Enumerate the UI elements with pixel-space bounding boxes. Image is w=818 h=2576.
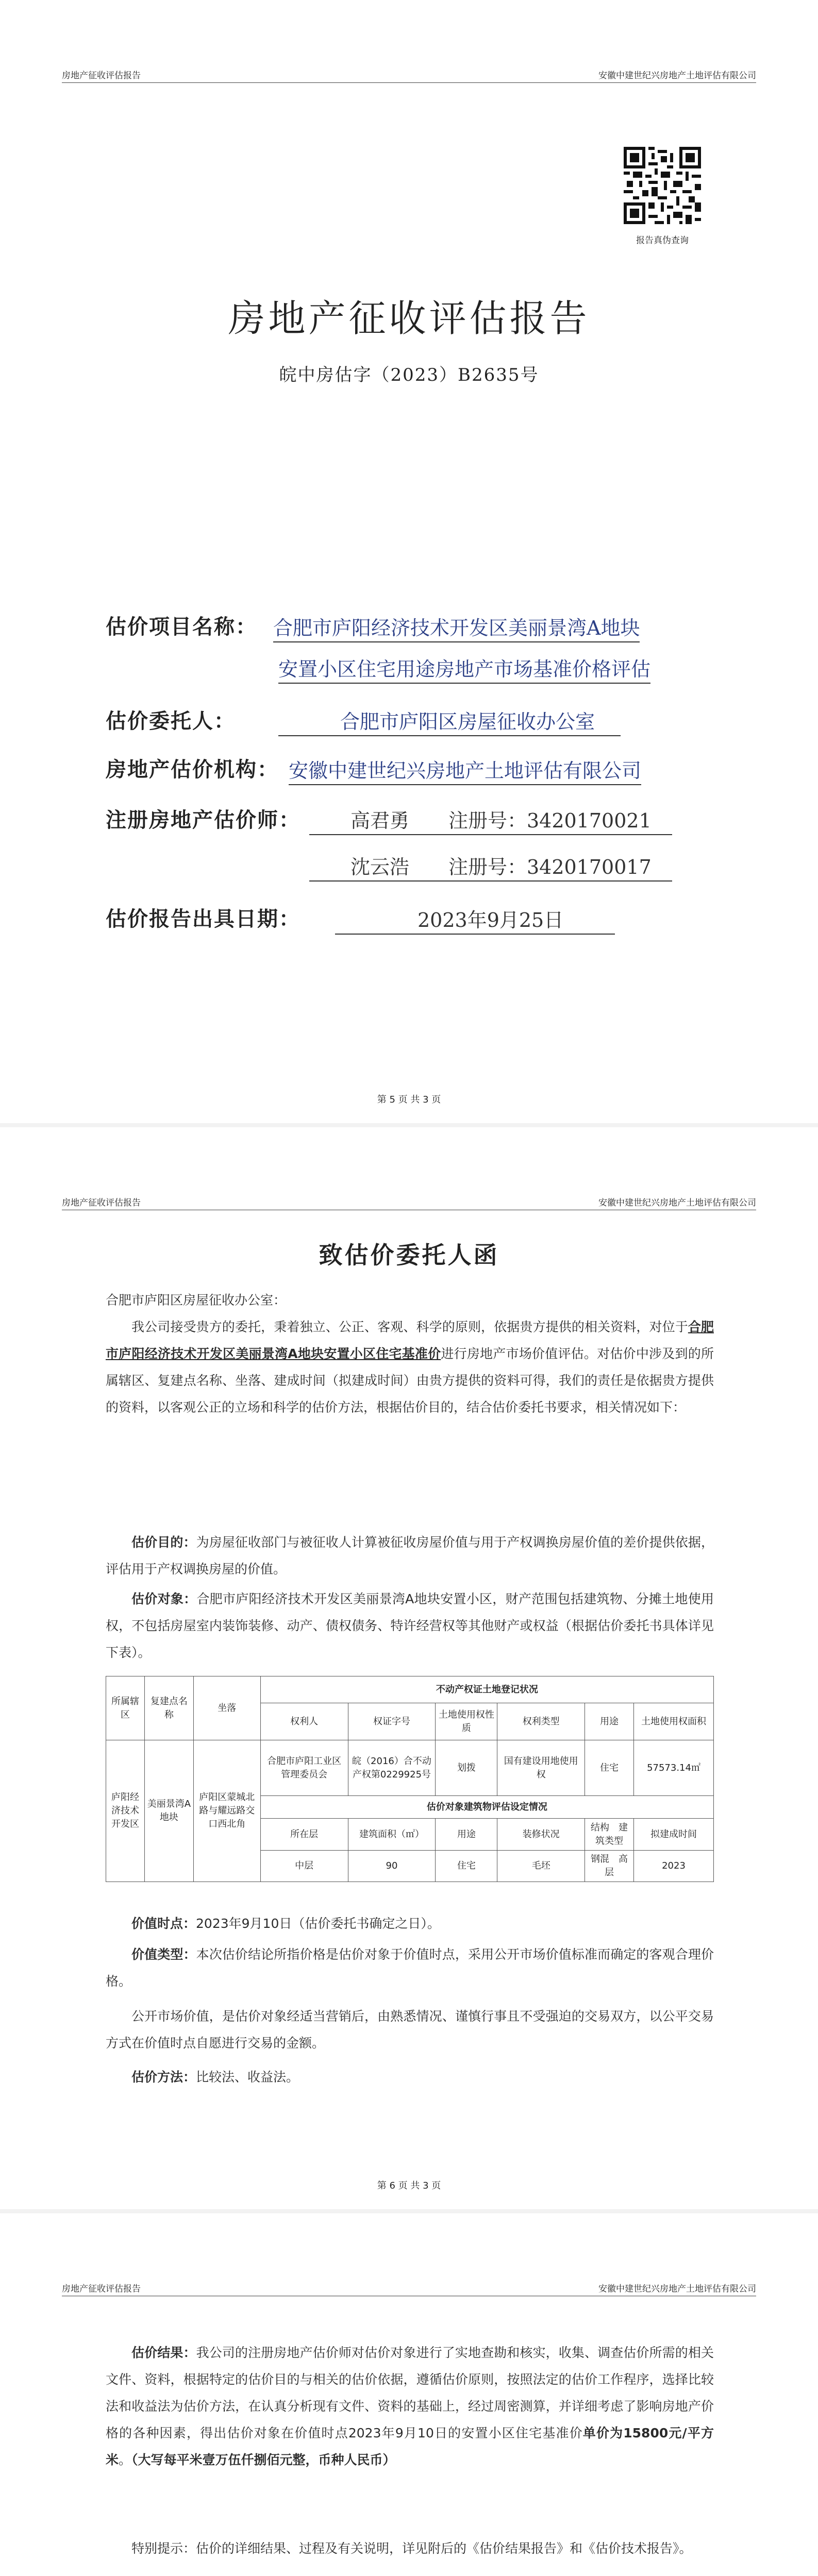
appraiser-label: 注册房地产估价师： (106, 808, 301, 832)
letter-page (0, 1127, 818, 2209)
appraiser-2: 沈云浩 注册号：3420170017 (309, 851, 672, 882)
value-date-text: 2023年9月10日（估价委托书确定之日）。 (196, 1916, 440, 1931)
td-district: 庐阳经济技术开发区 (106, 1740, 145, 1882)
value-date-paragraph (106, 1910, 714, 1937)
page-footer: 第 6 页 共 3 页 (377, 2180, 441, 2191)
th-bld-type-text: 建筑类型 (595, 1822, 628, 1846)
page-header (62, 2280, 756, 2296)
agency-label: 房地产估价机构： (106, 757, 279, 782)
td-struct-type (585, 1851, 634, 1882)
date-label: 估价报告出具日期： (106, 907, 301, 931)
project-name-line1: 合肥市庐阳经济技术开发区美丽景湾A地块 (273, 612, 640, 642)
th-bld-use: 用途 (436, 1819, 497, 1851)
value-type-label: 价值类型： (131, 1947, 196, 1962)
object-paragraph (106, 1586, 714, 1666)
th-land-title: 不动产权证土地登记状况 (260, 1676, 713, 1703)
th-holder: 权利人 (260, 1703, 348, 1740)
header-left: 房地产征收评估报告 (62, 71, 141, 81)
appraiser-1: 高君勇 注册号：3420170021 (309, 805, 672, 835)
th-year: 拟建成时间 (634, 1819, 714, 1851)
method-paragraph (106, 2064, 714, 2091)
th-cert: 权证字号 (348, 1703, 436, 1740)
client-label: 估价委托人： (106, 709, 236, 733)
th-decor-text: 装修状况 (522, 1828, 560, 1840)
th-district: 所属辖区 (106, 1676, 145, 1740)
result-price: 单价为15800元/平方米 (106, 2426, 714, 2467)
th-right-type: 权利类型 (497, 1703, 585, 1740)
market-value-paragraph: 公开市场价值，是估价对象经适当营销后，由熟悉情况、谨慎行事且不受强迫的交易双方，以公平交易方式在价值时点自愿进行交易的金额。 (106, 2009, 714, 2050)
result-label: 估价结果： (131, 2345, 196, 2360)
result-price-words: （大写每平米壹万伍仟捌佰元整，币种人民币） (131, 2452, 396, 2467)
header-left: 房地产征收评估报告 (62, 2284, 141, 2294)
report-date: 2023年9月25日 (335, 904, 615, 935)
td-location: 庐阳区蒙城北路与耀远路交口西北角 (193, 1740, 260, 1882)
client-name: 合肥市庐阳区房屋征收办公室 (278, 706, 621, 736)
td-right-type: 国有建设用地使用权 (497, 1740, 585, 1796)
th-floor: 所在层 (260, 1819, 348, 1851)
purpose-text: 为房屋征收部门与被征收人计算被征收房屋价值与用于产权调换房屋价值的差价提供依据，评估用于产权调换房屋的价值。 (106, 1535, 714, 1577)
th-use: 用途 (585, 1703, 634, 1740)
td-year: 2023 (634, 1851, 714, 1882)
page-header (62, 1194, 756, 1210)
intro-highlight: 合肥市庐阳经济技术开发区美丽景湾A地块安置小区住宅基准价 (106, 1319, 714, 1361)
result-text: 我公司的注册房地产估价师对估价对象进行了实地查勘和核实，收集、调查估价所需的相关文件、资料，根据特定的估价目的与相关的估价依据，遵循估价原则，按照法定的估价工作程序，选择比较法和收益法为估价方法，在认真分析现有文件、资料的基础上，经过周密测算，并详细考虑了影响房地产价格的各种因素，得出估价对象在价值时点2023年9月10日的安置小区住宅基准价 (106, 2345, 714, 2441)
td-decor: 毛坯 (497, 1851, 585, 1882)
td-site: 美丽景湾A地块 (144, 1740, 193, 1882)
intro-text-c: 进行房地产市场价值评估。对估价中涉及到的所属辖区、复建点名称、坐落、建成时间（拟建成时间）由贵方提供的资料可得，我们的责任是依据贵方提供的资料，以客观公正的立场和科学的估价方法，根据估价目的，结合估价委托书要求，相关情况如下： (106, 1346, 714, 1415)
project-label: 估价项目名称： (106, 615, 257, 639)
td-cert: 皖（2016）合不动产权第0229925号 (348, 1740, 436, 1796)
header-left: 房地产征收评估报告 (62, 1198, 141, 1208)
value-type-paragraph (106, 1941, 714, 1995)
result-page (0, 2213, 818, 2576)
value-date-label: 价值时点： (131, 1916, 196, 1931)
th-decor (497, 1819, 585, 1851)
th-struct-text: 结构 (591, 1822, 610, 1833)
td-bld-type-text: 高层 (605, 1854, 628, 1878)
td-use: 住宅 (585, 1740, 634, 1796)
object-label: 估价对象： (131, 1591, 197, 1606)
addressee: 合肥市庐阳区房屋征收办公室： (106, 1293, 287, 1308)
td-floor: 中层 (260, 1851, 348, 1882)
qr-code-icon[interactable] (624, 147, 701, 224)
th-struct-type (585, 1819, 634, 1851)
purpose-label: 估价目的： (131, 1535, 196, 1550)
td-bld-area: 90 (348, 1851, 436, 1882)
object-table (106, 1676, 714, 1882)
th-area: 土地使用权面积 (634, 1703, 714, 1740)
th-site: 复建点名称 (144, 1676, 193, 1740)
letter-title: 致估价委托人函 (319, 1241, 499, 1269)
method-label: 估价方法： (131, 2070, 196, 2084)
intro-paragraph (106, 1314, 714, 1421)
td-landuse-type: 划拨 (436, 1740, 497, 1796)
td-struct-text: 钢混 (591, 1854, 610, 1865)
intro-text-a: 我公司接受贵方的委托，秉着独立、公正、客观、科学的原则，依据贵方提供的相关资料，对位于 (131, 1319, 688, 1334)
th-bld-area: 建筑面积（㎡） (348, 1819, 436, 1851)
th-landuse-type: 土地使用权性质 (436, 1703, 497, 1740)
result-paragraph (106, 2340, 714, 2473)
report-title: 房地产征收评估报告 (228, 297, 590, 340)
td-bld-use: 住宅 (436, 1851, 497, 1882)
header-right: 安徽中建世纪兴房地产土地评估有限公司 (598, 2284, 756, 2294)
qr-label: 报告真伪查询 (636, 235, 689, 246)
report-number: 皖中房估字（2023）B2635号 (279, 365, 539, 385)
page-footer: 第 5 页 共 3 页 (377, 1094, 441, 1105)
td-holder: 合肥市庐阳工业区管理委员会 (260, 1740, 348, 1796)
special-note: 特别提示：估价的详细结果、过程及有关说明，详见附后的《估价结果报告》和《估价技术报告》。 (131, 2541, 692, 2556)
agency-name: 安徽中建世纪兴房地产土地评估有限公司 (289, 755, 641, 785)
th-building-title: 估价对象建筑物评估设定情况 (260, 1796, 713, 1819)
page-header (62, 67, 756, 83)
result-punct: 。 (119, 2452, 132, 2467)
purpose-paragraph (106, 1529, 714, 1583)
object-text: 合肥市庐阳经济技术开发区美丽景湾A地块安置小区，财产范围包括建筑物、分摊土地使用权，不包括房屋室内装饰装修、动产、债权债务、特许经营权等其他财产或权益（根据估价委托书具体详见下表）。 (106, 1591, 714, 1660)
td-area: 57573.14㎡ (634, 1740, 714, 1796)
method-text: 比较法、收益法。 (196, 2070, 299, 2084)
cover-page (0, 0, 818, 1123)
value-type-text: 本次估价结论所指价格是估价对象于价值时点，采用公开市场价值标准而确定的客观合理价格。 (106, 1947, 714, 1989)
header-right: 安徽中建世纪兴房地产土地评估有限公司 (598, 1198, 756, 1208)
project-name-line2: 安置小区住宅用途房地产市场基准价格评估 (278, 653, 650, 684)
th-location: 坐落 (193, 1676, 260, 1740)
header-right: 安徽中建世纪兴房地产土地评估有限公司 (598, 71, 756, 81)
